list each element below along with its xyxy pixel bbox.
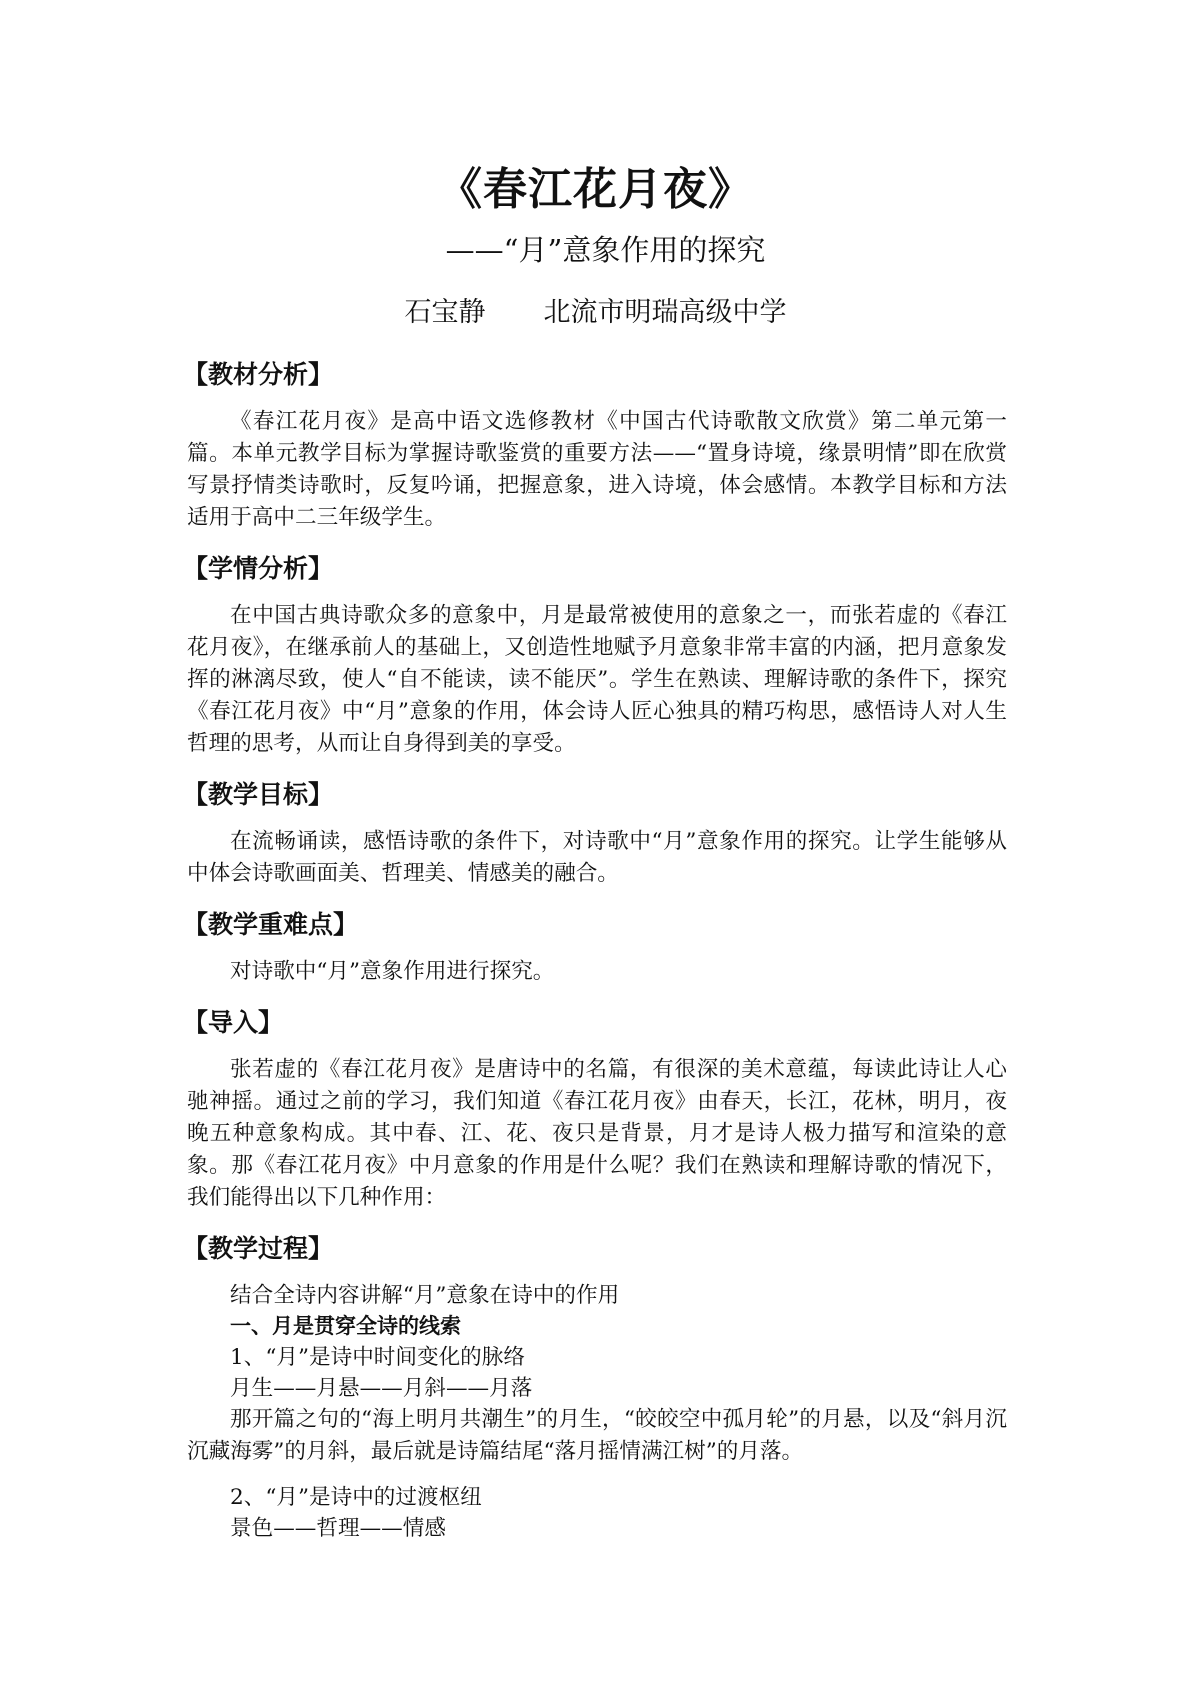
- author-name: 石宝静: [404, 297, 486, 328]
- author-school: 北流市明瑞高级中学: [543, 297, 787, 328]
- section-text-key-points: 对诗歌中“月”意象作用进行探究。: [230, 959, 555, 984]
- section-heading-key-points: 【教学重难点】: [183, 910, 359, 939]
- document-subtitle: ——“月”意象作用的探究: [445, 233, 766, 267]
- document-title: 《春江花月夜》: [438, 164, 753, 215]
- section-text-textbook-analysis: 《春江花月夜》是高中语文选修教材《中国古代诗歌散文欣赏》第二单元第一篇。本单元教学目标为掌握诗歌鉴赏的重要方法——“置身诗境，缘景明情”即在欣赏写景抒情类诗歌时，反复吟诵，把握意象，进入诗境，体会感情。本教学目标和方法适用于高中二三年级学生。: [187, 409, 1007, 530]
- section-heading-introduction: 【导入】: [183, 1008, 284, 1037]
- process-item-1-text: 那开篇之句的“海上明月共潮生”的月生，“皎皎空中孤月轮”的月悬，以及“斜月沉沉藏海雾”的月斜，最后就是诗篇结尾“落月摇情满江树”的月落。: [187, 1407, 1007, 1464]
- section-heading-teaching-process: 【教学过程】: [183, 1234, 334, 1263]
- process-item-1-chain: 月生——月悬——月斜——月落: [230, 1376, 533, 1401]
- process-part-1-heading: 一、月是贯穿全诗的线索: [230, 1314, 461, 1338]
- section-heading-teaching-goals: 【教学目标】: [183, 780, 334, 809]
- section-text-teaching-goals: 在流畅诵读，感悟诗歌的条件下，对诗歌中“月”意象作用的探究。让学生能够从中体会诗歌画面美、哲理美、情感美的融合。: [187, 829, 1007, 886]
- author-line: [0, 294, 1191, 332]
- section-heading-textbook-analysis: 【教材分析】: [183, 360, 334, 389]
- section-text-student-analysis: 在中国古典诗歌众多的意象中，月是最常被使用的意象之一，而张若虚的《春江花月夜》，在继承前人的基础上，又创造性地赋予月意象非常丰富的内涵，把月意象发挥的淋漓尽致，使人“自不能读，读不能厌”。学生在熟读、理解诗歌的条件下，探究《春江花月夜》中“月”意象的作用，体会诗人匠心独具的精巧构思，感悟诗人对人生哲理的思考，从而让自身得到美的享受。: [187, 603, 1007, 756]
- process-item-1: 1、“月”是诗中时间变化的脉络: [230, 1345, 525, 1370]
- document-body: [183, 358, 1007, 1544]
- process-item-2: 2、“月”是诗中的过渡枢纽: [230, 1485, 482, 1510]
- section-heading-student-analysis: 【学情分析】: [183, 554, 334, 583]
- process-intro: 结合全诗内容讲解“月”意象在诗中的作用: [230, 1283, 620, 1308]
- section-text-introduction: 张若虚的《春江花月夜》是唐诗中的名篇，有很深的美术意蕴，每读此诗让人心驰神摇。通过之前的学习，我们知道《春江花月夜》由春天，长江，花林，明月，夜晚五种意象构成。其中春、江、花、夜只是背景，月才是诗人极力描写和渲染的意象。那《春江花月夜》中月意象的作用是什么呢？我们在熟读和理解诗歌的情况下，我们能得出以下几种作用：: [187, 1057, 1007, 1210]
- process-item-2-chain: 景色——哲理——情感: [230, 1516, 446, 1541]
